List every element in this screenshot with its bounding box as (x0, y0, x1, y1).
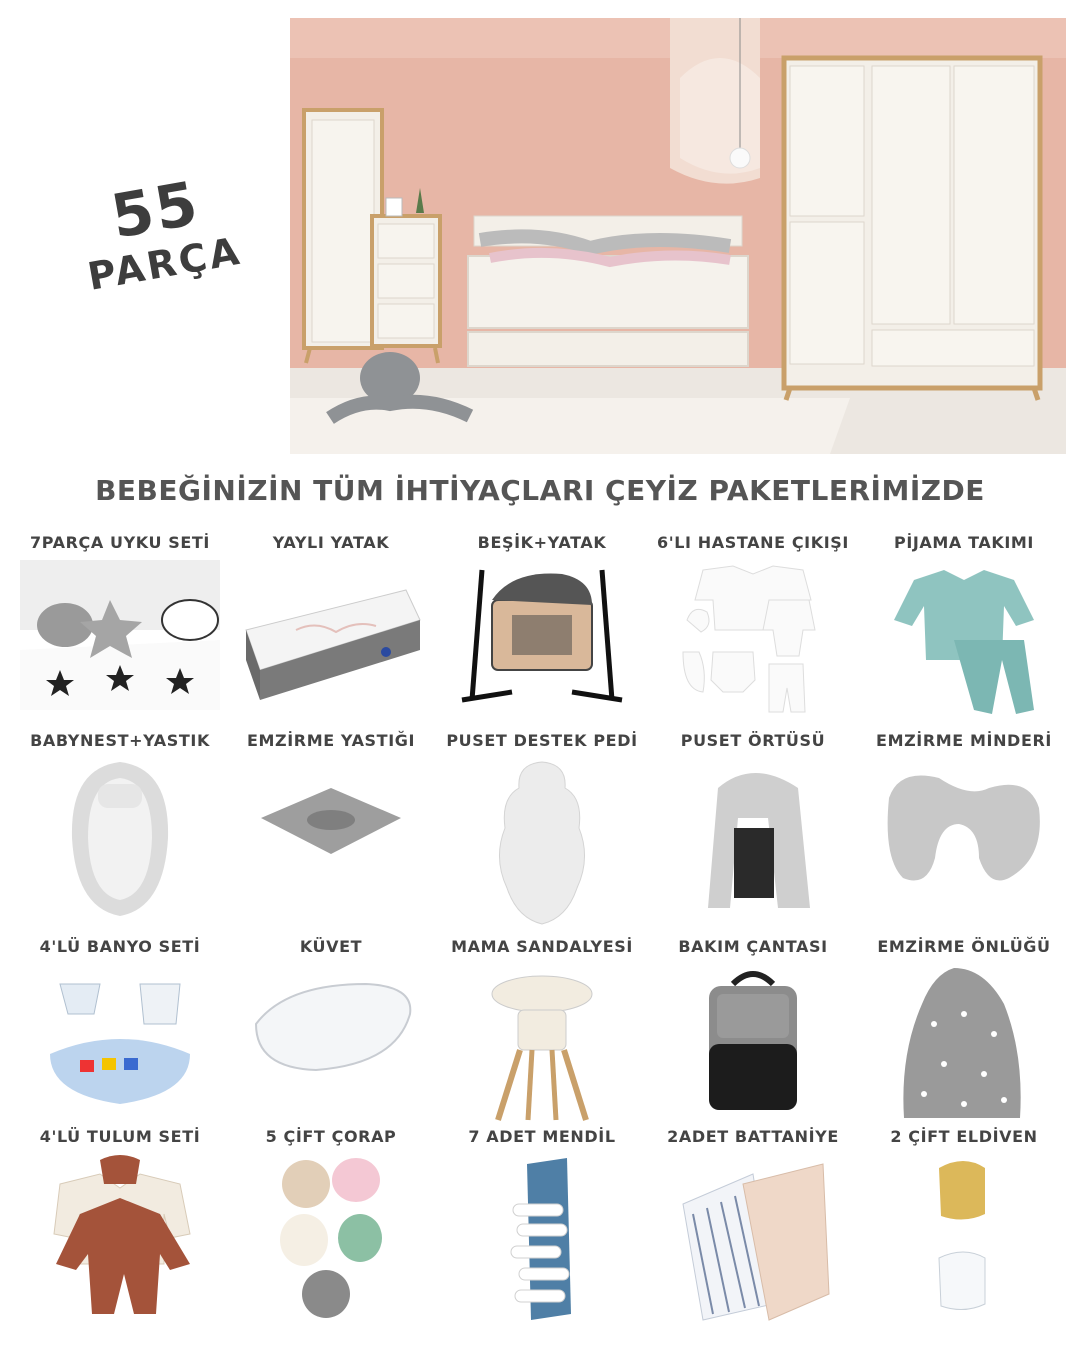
sleep-set-icon (20, 560, 220, 710)
product-label: EMZİRME MİNDERİ (876, 731, 1052, 750)
hero-nursery-image (290, 18, 1066, 454)
care-bag-icon (693, 964, 813, 1114)
pillow-icon (251, 758, 411, 878)
bathtub-icon (246, 964, 416, 1084)
product-label: 4'LÜ BANYO SETİ (39, 937, 201, 956)
nursing-cushion-icon (879, 758, 1049, 898)
jumpsuit-icon (40, 1154, 200, 1324)
product-item (225, 1124, 437, 1324)
product-label: KÜVET (299, 937, 363, 956)
product-label: MAMA SANDALYESİ (451, 937, 633, 956)
socks-icon (276, 1154, 386, 1324)
product-item (14, 934, 226, 1114)
stroller-cover-icon (678, 758, 828, 918)
product-label: BAKIM ÇANTASI (678, 937, 828, 956)
product-item (14, 728, 226, 918)
product-item (647, 1124, 859, 1324)
pajama-icon (884, 560, 1044, 720)
blanket-icon (673, 1154, 833, 1324)
product-item (858, 934, 1070, 1124)
product-label: BABYNEST+YASTIK (30, 731, 210, 750)
product-label: BEŞİK+YATAK (477, 533, 607, 552)
cradle-icon (452, 560, 632, 710)
high-chair-icon (482, 964, 602, 1124)
product-label: PİJAMA TAKIMI (894, 533, 1034, 552)
product-item (858, 728, 1070, 898)
product-label: PUSET ÖRTÜSÜ (680, 731, 826, 750)
product-item (436, 530, 648, 710)
product-item (225, 530, 437, 710)
product-label: EMZİRME YASTIĞI (246, 731, 416, 750)
bath-set-icon (40, 964, 200, 1114)
product-grid (14, 530, 1070, 1350)
babynest-icon (60, 758, 180, 918)
product-item (436, 1124, 648, 1324)
wipes-icon (497, 1154, 587, 1324)
piece-count-number: 55 (106, 168, 205, 253)
product-label: YAYLI YATAK (272, 533, 390, 552)
product-label: 7PARÇA UYKU SETİ (30, 533, 210, 552)
product-label: 2ADET BATTANİYE (667, 1127, 839, 1146)
product-item (858, 1124, 1070, 1324)
hospital-outfit-icon (673, 560, 833, 720)
product-item (14, 530, 226, 710)
stroller-pad-icon (487, 758, 597, 928)
product-label: 6'LI HASTANE ÇIKIŞI (657, 533, 849, 552)
product-label: PUSET DESTEK PEDİ (446, 731, 638, 750)
page-headline: BEBEĞİNİZİN TÜM İHTİYAÇLARI ÇEYİZ PAKETLERİMİZDE (95, 474, 985, 507)
product-label: 4'LÜ TULUM SETİ (39, 1127, 201, 1146)
product-item (225, 934, 437, 1084)
product-label: 2 ÇİFT ELDİVEN (890, 1127, 1038, 1146)
product-label: EMZİRME ÖNLÜĞÜ (877, 937, 1051, 956)
product-label: 7 ADET MENDİL (468, 1127, 616, 1146)
product-item (858, 530, 1070, 720)
product-item (436, 728, 648, 928)
product-item (225, 728, 437, 878)
product-item (647, 728, 859, 918)
nursing-apron-icon (894, 964, 1034, 1124)
product-item (647, 934, 859, 1114)
mittens-icon (919, 1154, 1009, 1324)
product-item (14, 1124, 226, 1324)
product-item (647, 530, 859, 720)
mattress-icon (236, 560, 426, 710)
product-label: 5 ÇİFT ÇORAP (265, 1127, 397, 1146)
product-item (436, 934, 648, 1124)
piece-count-word: PARÇA (84, 228, 246, 299)
piece-count-badge (61, 163, 263, 332)
